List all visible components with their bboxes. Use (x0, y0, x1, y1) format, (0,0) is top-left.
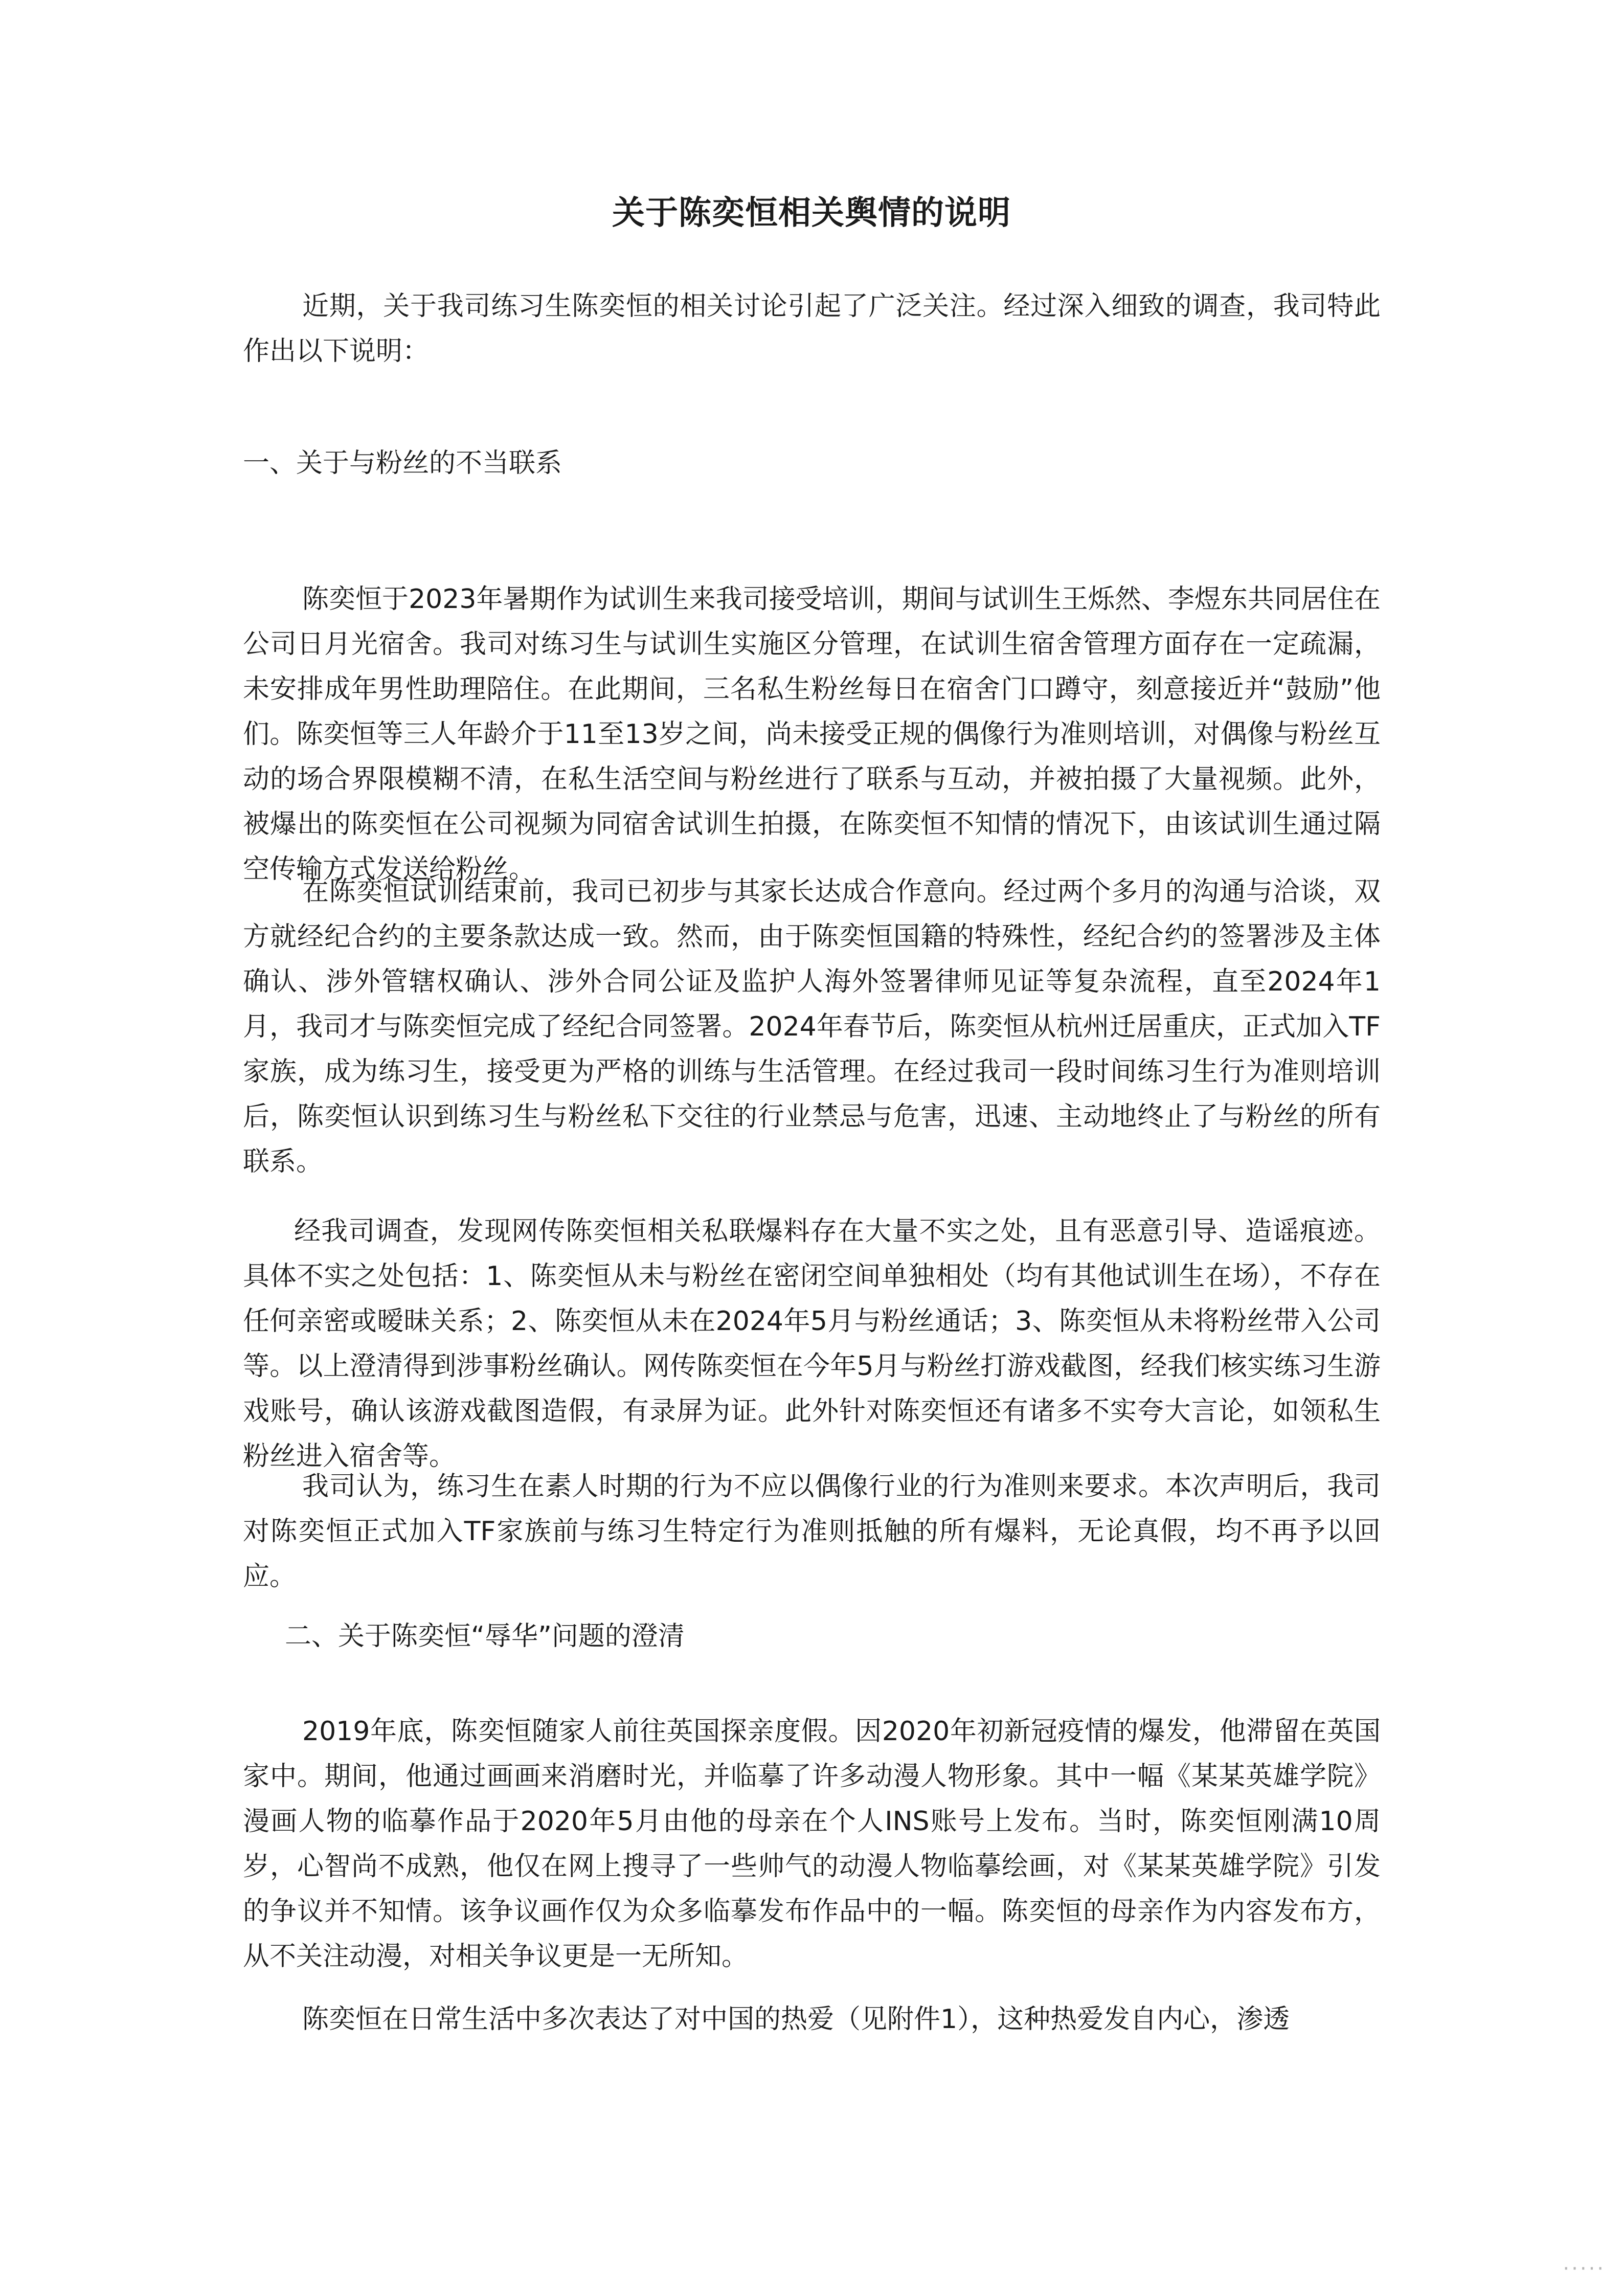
document-title: 关于陈奕恒相关舆情的说明 (612, 194, 1011, 232)
corner-mark: ····· (1563, 2257, 1606, 2281)
section2-paragraph-1: 2019年底，陈奕恒随家人前往英国探亲度假。因2020年初新冠疫情的爆发，他滞留在英国家中。期间，他通过画画来消磨时光，并临摹了许多动漫人物形象。其中一幅《某某英雄学院》漫画人物的临摹作品于2020年5月由他的母亲在个人INS账号上发布。当时，陈奕恒刚满10周岁，心智尚不成熟，他仅在网上搜寻了一些帅气的动漫人物临摹绘画，对《某某英雄学院》引发的争议并不知情。该争议画作仅为众多临摹发布作品中的一幅。陈奕恒的母亲作为内容发布方，从不关注动漫，对相关争议更是一无所知。 (243, 1716, 1381, 1972)
intro-paragraph: 近期，关于我司练习生陈奕恒的相关讨论引起了广泛关注。经过深入细致的调查，我司特此作出以下说明： (243, 291, 1381, 367)
section1-heading: 一、关于与粉丝的不当联系 (243, 448, 562, 479)
section2-paragraph-2: 陈奕恒在日常生活中多次表达了对中国的热爱（见附件1），这种热爱发自内心，渗透 (302, 2004, 1290, 2035)
section2-heading: 二、关于陈奕恒“辱华”问题的澄清 (285, 1621, 685, 1652)
section1-paragraph-4: 我司认为，练习生在素人时期的行为不应以偶像行业的行为准则来要求。本次声明后，我司对陈奕恒正式加入TF家族前与练习生特定行为准则抵触的所有爆料，无论真假，均不再予以回应。 (243, 1471, 1381, 1592)
section1-paragraph-1: 陈奕恒于2023年暑期作为试训生来我司接受培训，期间与试训生王烁然、李煜东共同居住在公司日月光宿舍。我司对练习生与试训生实施区分管理，在试训生宿舍管理方面存在一定疏漏，未安排成年男性助理陪住。在此期间，三名私生粉丝每日在宿舍门口蹲守，刻意接近并“鼓励”他们。陈奕恒等三人年龄介于11至13岁之间，尚未接受正规的偶像行为准则培训，对偶像与粉丝互动的场合界限模糊不清，在私生活空间与粉丝进行了联系与互动，并被拍摄了大量视频。此外，被爆出的陈奕恒在公司视频为同宿舍试训生拍摄，在陈奕恒不知情的情况下，由该试训生通过隔空传输方式发送给粉丝。 (243, 584, 1381, 885)
section1-paragraph-3: 经我司调查，发现网传陈奕恒相关私联爆料存在大量不实之处，且有恶意引导、造谣痕迹。具体不实之处包括：1、陈奕恒从未与粉丝在密闭空间单独相处（均有其他试训生在场），不存在任何亲密或暧昧关系；2、陈奕恒从未在2024年5月与粉丝通话；3、陈奕恒从未将粉丝带入公司等。以上澄清得到涉事粉丝确认。网传陈奕恒在今年5月与粉丝打游戏截图，经我们核实练习生游戏账号，确认该游戏截图造假，有录屏为证。此外针对陈奕恒还有诸多不实夸大言论，如领私生粉丝进入宿舍等。 (243, 1216, 1381, 1472)
section1-paragraph-2: 在陈奕恒试训结束前，我司已初步与其家长达成合作意向。经过两个多月的沟通与洽谈，双方就经纪合约的主要条款达成一致。然而，由于陈奕恒国籍的特殊性，经纪合约的签署涉及主体确认、涉外管辖权确认、涉外合同公证及监护人海外签署律师见证等复杂流程，直至2024年1月，我司才与陈奕恒完成了经纪合同签署。2024年春节后，陈奕恒从杭州迁居重庆，正式加入TF家族，成为练习生，接受更为严格的训练与生活管理。在经过我司一段时间练习生行为准则培训后，陈奕恒认识到练习生与粉丝私下交往的行业禁忌与危害，迅速、主动地终止了与粉丝的所有联系。 (243, 876, 1381, 1177)
